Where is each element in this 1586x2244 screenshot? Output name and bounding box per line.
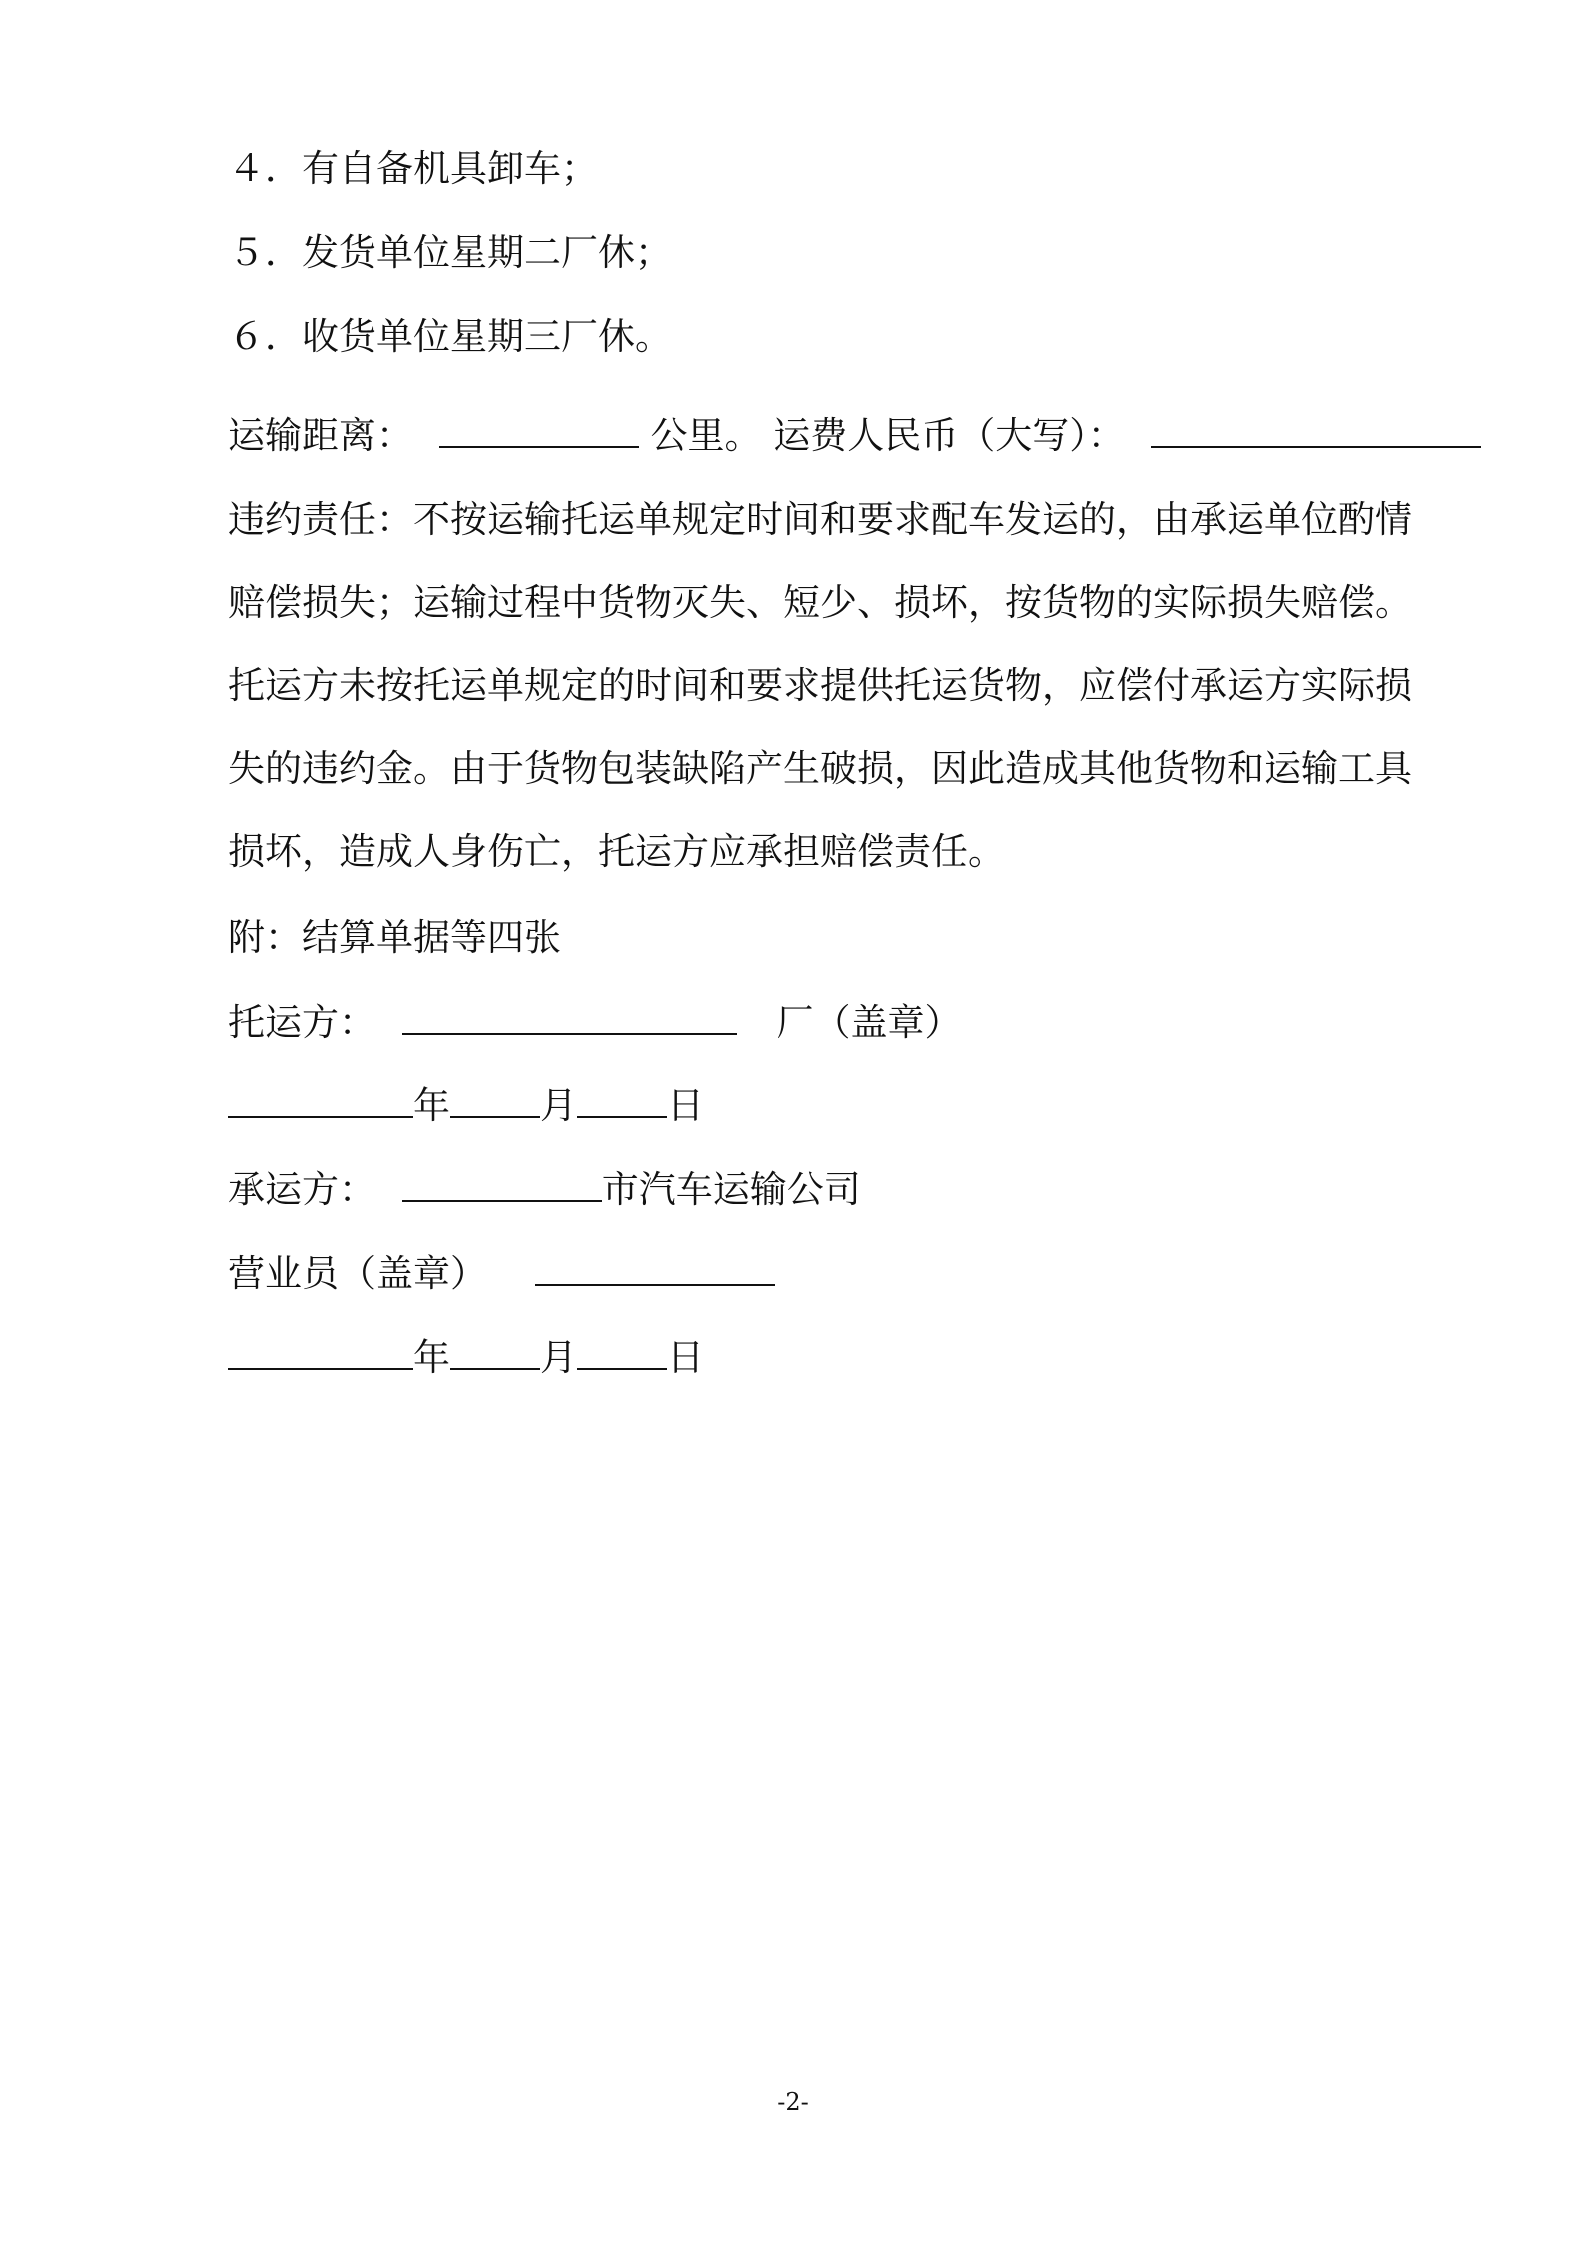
item-4: ４．有自备机具卸车； [228, 147, 598, 190]
carrier-blank [402, 1164, 602, 1202]
day-label: 日 [667, 1336, 704, 1379]
day-label: 日 [667, 1084, 704, 1127]
distance-unit: 公里。 [650, 414, 762, 457]
liability-paragraph: 违约责任：不按运输托运单规定时间和要求配车发运的，由承运单位酌情赔偿损失；运输过程中货物灭失、短少、损坏，按货物的实际损失赔偿。托运方未按托运单规定的时间和要求提供托运货物，应偿付承运方实际损失的违约金。由于货物包装缺陷产生破损，因此造成其他货物和运输工具损坏，造成人身伤亡，托运方应承担赔偿责任。 [228, 498, 1412, 873]
page-number: -2- [777, 2088, 809, 2116]
distance-label: 运输距离： [228, 414, 413, 457]
shipper-line [228, 997, 962, 1048]
month-blank [450, 1332, 540, 1370]
clerk-blank [535, 1248, 775, 1286]
year-label: 年 [413, 1336, 450, 1379]
clerk-line [228, 1248, 775, 1299]
distance-blank [439, 410, 639, 448]
month-label: 月 [540, 1084, 577, 1127]
item-6: ６．收货单位星期三厂休。 [228, 315, 672, 358]
fee-blank [1151, 410, 1481, 448]
day-blank [577, 1332, 667, 1370]
shipper-date-line [228, 1080, 704, 1131]
carrier-line [228, 1164, 861, 1215]
year-blank [228, 1332, 413, 1370]
distance-line [228, 410, 1481, 461]
day-blank [577, 1080, 667, 1118]
month-blank [450, 1080, 540, 1118]
carrier-label: 承运方： [228, 1168, 376, 1211]
shipper-suffix: 厂（盖章） [776, 1001, 962, 1044]
year-label: 年 [413, 1084, 450, 1127]
carrier-suffix: 市汽车运输公司 [601, 1168, 861, 1211]
year-blank [228, 1080, 413, 1118]
month-label: 月 [540, 1336, 577, 1379]
shipper-label: 托运方： [228, 1001, 376, 1044]
clerk-label: 营业员（盖章） [228, 1252, 487, 1295]
attachment-line: 附：结算单据等四张 [228, 916, 561, 959]
shipper-blank [402, 997, 737, 1035]
carrier-date-line [228, 1332, 704, 1383]
fee-label: 运费人民币（大写）： [773, 414, 1125, 457]
item-5: ５．发货单位星期二厂休； [228, 231, 672, 274]
